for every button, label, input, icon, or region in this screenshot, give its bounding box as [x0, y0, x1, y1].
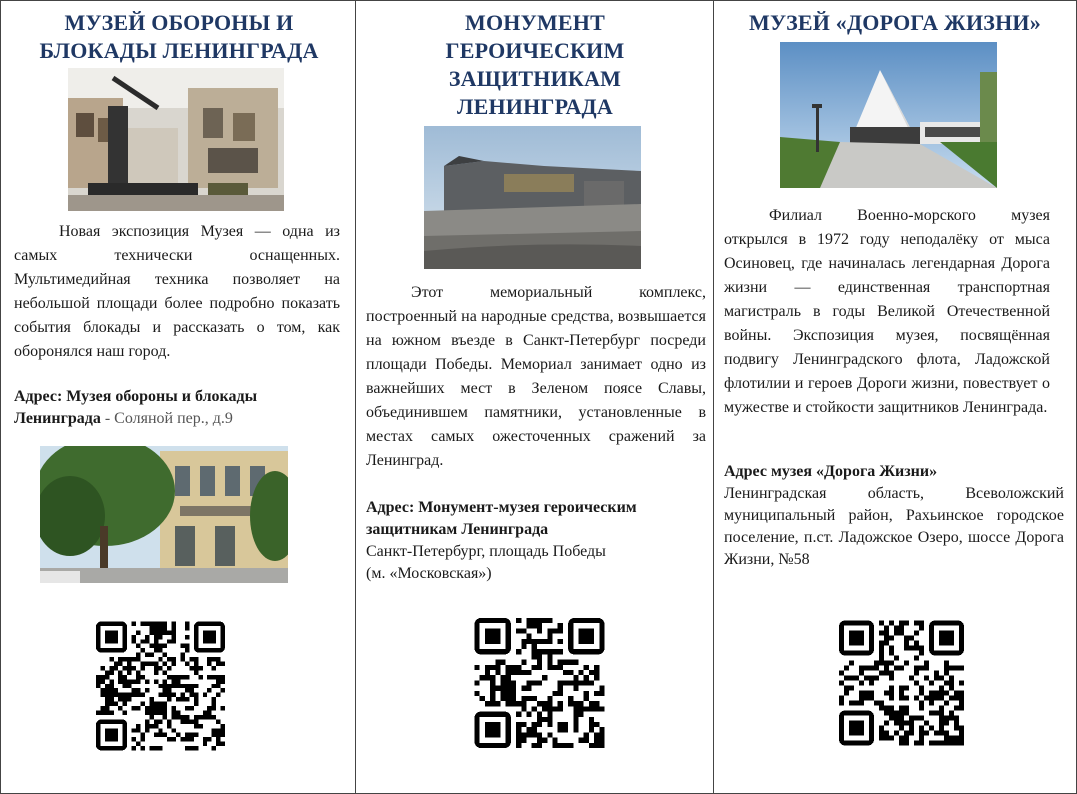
address-museum-defense [14, 386, 344, 430]
description-text: Филиал Военно-морского музея открылся в 1972 году неподалёку от мыса Осиновец, где начиналась легендарная Дорога жизни — единственная транспортная магистраль в годы Великой Отечественной войны. Экспозиция музея, посвящённая подвигу Ленинградского флота, Ладожской флотилии и героев Дороги жизни, повествует о мужестве и стойкости защитников Ленинграда. [724, 207, 1050, 416]
column-museum-defense [1, 1, 356, 793]
address-monument [366, 497, 706, 585]
address-label: Адрес: Музея обороны и блокады Ленинграда [14, 388, 258, 427]
description-text: Новая экспозиция Музея — одна из самых технически оснащенных. Мультимедийная техника позволяет на небольшой площади более подробно показать события блокады и рассказать о том, как оборонялся наш город. [14, 223, 340, 360]
address-value: - Соляной пер., д.9 [100, 410, 233, 427]
qr-code-icon[interactable] [474, 618, 605, 748]
qr-code-icon[interactable] [96, 621, 225, 751]
museum-interior-photo [68, 68, 284, 211]
monument-photo [424, 126, 641, 269]
title-line: ЛЕНИНГРАДА [457, 94, 613, 119]
address-road-of-life [724, 461, 1064, 571]
title-monument [364, 9, 706, 121]
title-line: БЛОКАДЫ ЛЕНИНГРАДА [39, 38, 319, 63]
column-monument [356, 1, 714, 793]
description-monument [366, 281, 706, 473]
qr-code-icon[interactable] [839, 620, 964, 746]
address-line: (м. «Московская») [366, 565, 492, 582]
title-line: ГЕРОИЧЕСКИМ [445, 38, 625, 63]
description-road-of-life [724, 204, 1050, 420]
address-line: Санкт-Петербург, площадь Победы [366, 543, 606, 560]
title-museum-defense [9, 9, 349, 65]
address-label: Адрес музея «Дорога Жизни» [724, 463, 938, 480]
title-line: МУЗЕЙ ОБОРОНЫ И [64, 10, 294, 35]
description-museum-defense [14, 220, 340, 364]
title-road-of-life [720, 9, 1070, 37]
museum-building-photo [40, 446, 288, 583]
title-line: ЗАЩИТНИКАМ [448, 66, 622, 91]
description-text: Этот мемориальный комплекс, построенный на народные средства, возвышается на южном въезде в Санкт-Петербург посреди площади Победы. Мемориал занимает одно из важнейших мест в Зеленом поясе Славы, объединившем памятники, установленные в местах самых ожесточенных сражений за Ленинград. [366, 284, 706, 469]
title-line: МУЗЕЙ «ДОРОГА ЖИЗНИ» [749, 10, 1041, 35]
title-line: МОНУМЕНТ [465, 10, 605, 35]
column-road-of-life [714, 1, 1076, 793]
road-of-life-museum-photo [780, 42, 997, 188]
address-label: Адрес: Монумент-музея героическим защитникам Ленинграда [366, 499, 637, 538]
address-value: Ленинградская область, Всеволожский муниципальный район, Рахьинское городское поселение, п.ст. Ладожское Озеро, шоссе Дорога Жизни, №58 [724, 485, 1064, 568]
